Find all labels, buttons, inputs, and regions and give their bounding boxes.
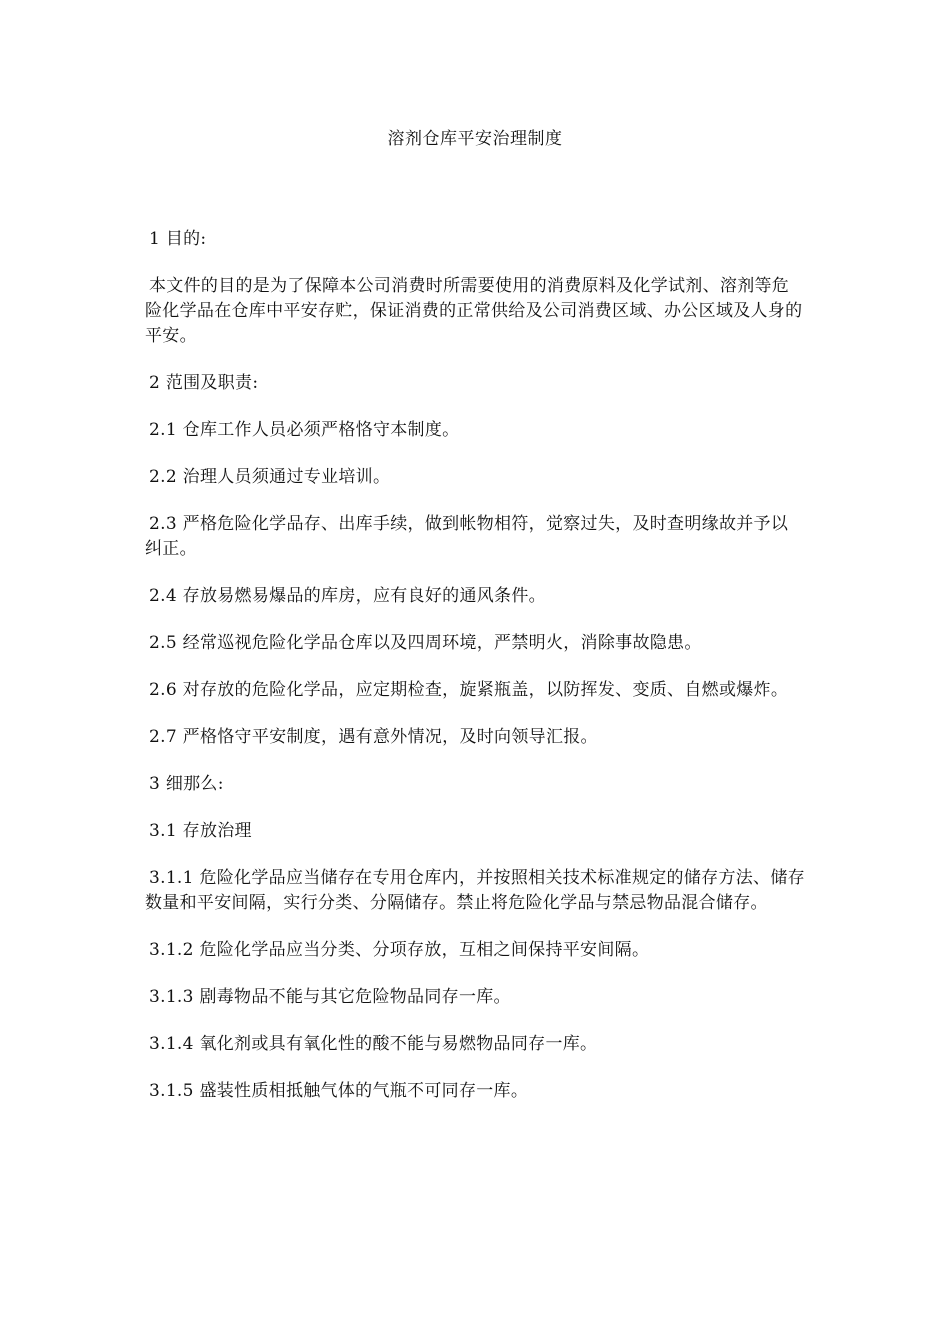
paragraph: 2.6 对存放的危险化学品，应定期检查，旋紧瓶盖，以防挥发、变质、自燃或爆炸。 [149, 680, 789, 700]
paragraph: 本文件的目的是为了保障本公司消费时所需要使用的消费原料及化学试剂、溶剂等危险化学品在仓库中平安存贮，保证消费的正常供给及公司消费区域、办公区域及人身的平安。 [145, 276, 803, 346]
paragraph: 3.1.4 氧化剂或具有氧化性的酸不能与易燃物品同存一库。 [149, 1034, 598, 1054]
paragraph: 1 目的: [149, 229, 207, 249]
paragraph: 3.1 存放治理 [149, 821, 252, 841]
paragraph: 3.1.2 危险化学品应当分类、分项存放，互相之间保持平安间隔。 [149, 940, 650, 960]
paragraph: 2.5 经常巡视危险化学品仓库以及四周环境，严禁明火，消除事故隐患。 [149, 633, 702, 653]
paragraph: 3.1.5 盛装性质相抵触气体的气瓶不可同存一库。 [149, 1081, 529, 1101]
paragraph: 3.1.3 剧毒物品不能与其它危险物品同存一库。 [149, 987, 511, 1007]
paragraph: 2.3 严格危险化学品存、出库手续，做到帐物相符，觉察过失，及时查明缘故并予以纠正。 [145, 514, 789, 559]
paragraph: 2.4 存放易燃易爆品的库房，应有良好的通风条件。 [149, 586, 546, 606]
paragraph: 2.2 治理人员须通过专业培训。 [149, 467, 391, 487]
paragraph: 2 范围及职责: [149, 373, 259, 393]
paragraph: 2.1 仓库工作人员必须严格恪守本制度。 [149, 420, 460, 440]
paragraph: 2.7 严格恪守平安制度，遇有意外情况，及时向领导汇报。 [149, 727, 598, 747]
document-body [145, 227, 805, 1126]
document-title: 溶剂仓库平安治理制度 [387, 129, 563, 149]
paragraph: 3.1.1 危险化学品应当储存在专用仓库内，并按照相关技术标准规定的储存方法、储存数量和平安间隔，实行分类、分隔储存。禁止将危险化学品与禁忌物品混合储存。 [145, 868, 805, 913]
paragraph: 3 细那么: [149, 774, 224, 794]
